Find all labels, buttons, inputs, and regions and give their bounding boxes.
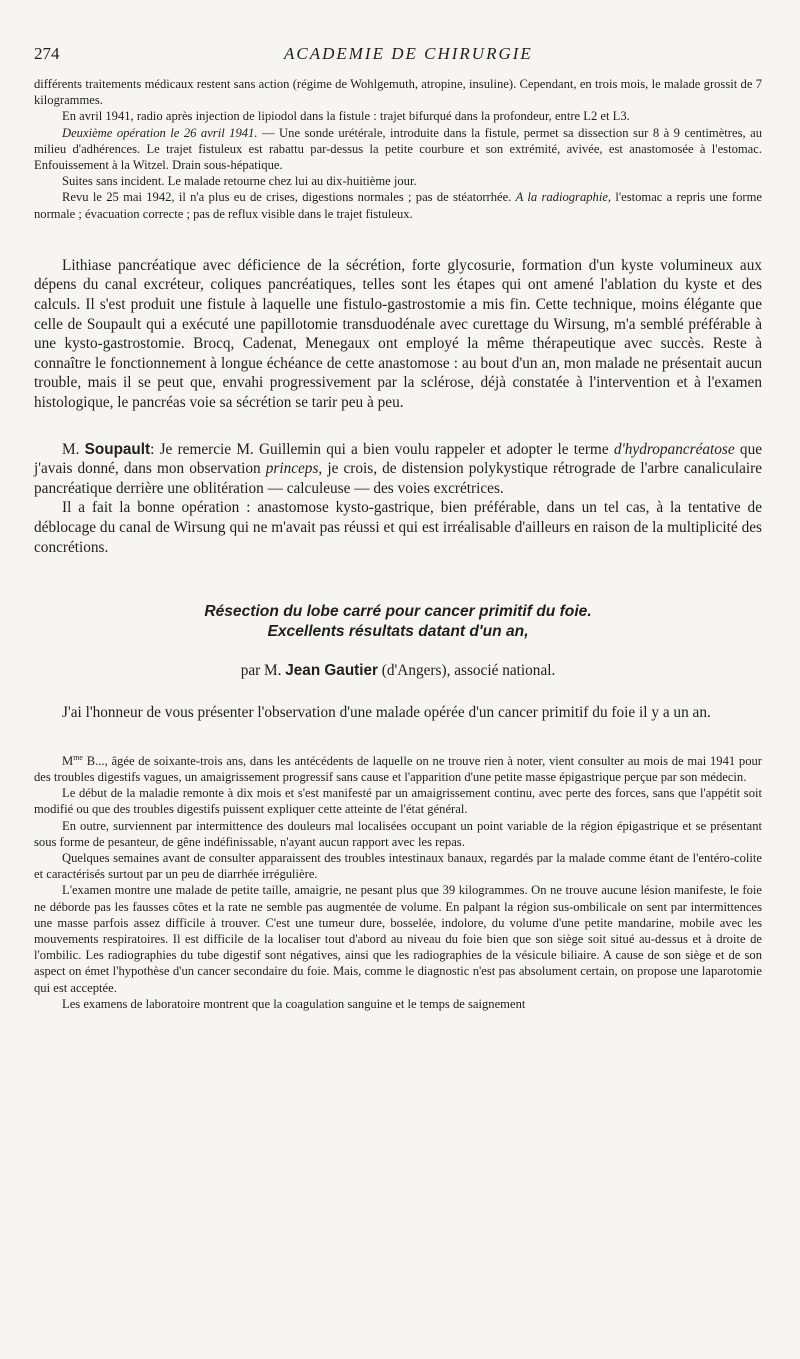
italic-term: princeps,	[265, 460, 323, 478]
title-abbrev: M	[62, 753, 74, 768]
paragraph: Le début de la maladie remonte à dix mois et s'est manifesté par un amaigrissement continu, avec perte des forces, sans que l'appétit soit modifié ou que des troubles digestifs puissent expliquer cette atteinte de l'état général.	[34, 786, 762, 817]
paragraph-text: : Je remercie M. Guillemin qui a bien voulu rappeler et adopter le terme	[150, 440, 614, 458]
case-report	[34, 753, 762, 1012]
paragraph: En avril 1941, radio après injection de lipiodol dans la fistule : trajet bifurqué dans la profondeur, entre L2 et L3.	[62, 109, 630, 124]
article-title-line: Excellents résultats datant d'un an,	[267, 623, 529, 641]
lithiase-discussion	[34, 256, 762, 413]
paragraph-text: Revu le 25 mai 1942, il n'a plus eu de crises, digestions normales ; pas de stéatorrhée.	[62, 190, 516, 205]
speaker-prefix: M.	[62, 440, 85, 458]
title-abbrev-sup: me	[73, 752, 83, 762]
paragraph-text: que j'avais donné, dans mon observation	[34, 440, 763, 478]
article-title-line: Résection du lobe carré pour cancer primitif du foie.	[204, 603, 592, 621]
paragraph-text: — Une sonde urétérale, introduite dans la fistule, permet sa dissection sur 8 à 9 centimètres, au milieu d'adhérences. Le trajet fistuleux est rabattu par-dessus la petite courbure et son extrémité, avivée, est anastomosée à l'estomac. Enfouissement à la Witzel. Drain sous-hépatique.	[34, 125, 762, 173]
article-title	[34, 602, 762, 642]
running-head	[34, 0, 762, 74]
paragraph-text: l'estomac a repris une forme normale ; évacuation correcte ; pas de reflux visible dans le trajet fistuleux.	[34, 190, 762, 221]
italic-term: d'hydropancréatose	[613, 440, 735, 458]
paragraph: L'examen montre une malade de petite taille, amaigrie, ne pesant plus que 39 kilogrammes. On ne trouve aucune lésion manifeste, le foie ne déborde pas les fausses côtes et la rate ne semble pas augmentée de volume. En palpant la région sus-ombilicale on sent par intermittences une masse parfois assez difficile à trouver. C'est une tumeur dure, bosselée, indolore, du volume d'une petite mandarine, mobile avec les mouvements respiratoires. Il est difficile de la localiser tout d'abord au niveau du foie bien que son siège soit situé au-dessus et à droite de l'ombilic. Les radiographies du tube digestif sont négatives, ainsi que les radiographies de la vésicule biliaire. A cause de son siège et de son aspect on émet l'hypothèse d'un cancer secondaire du foie. Mais, comme le diagnostic n'est pas absolument certain, on propose une laparotomie qui est acceptée.	[34, 883, 762, 995]
paragraph: Quelques semaines avant de consulter apparaissent des troubles intestinaux banaux, regardés par la malade comme étant de l'entéro-colite et caractérisés surtout par un peu de diarrhée irrégulière.	[34, 850, 762, 882]
paragraph	[34, 189, 762, 221]
running-title: ACADEMIE DE CHIRURGIE	[284, 44, 533, 63]
paragraph	[34, 753, 762, 785]
paragraph: Suites sans incident. Le malade retourne chez lui au dix-huitième jour.	[62, 174, 417, 189]
article-intro	[34, 703, 762, 723]
byline-prefix: par M.	[240, 662, 286, 680]
paragraph-text: je crois, de distension polykystique rétrograde de l'arbre canaliculaire pancréatique derrière une oblitération — calculeuse — des voies excrétrices.	[34, 460, 763, 497]
paragraph: En outre, surviennent par intermittence des douleurs mal localisées occupant un point variable de la région épigastrique et se présentant sous forme de pesanteur, de gêne indéfinissable, n'ayant aucun rapport avec les repas.	[34, 818, 762, 849]
top-report	[34, 76, 762, 222]
paragraph: différents traitements médicaux restent sans action (régime de Wohlgemuth, atropine, insuline). Cependant, en trois mois, le malade grossit de 7 kilogrammes.	[34, 77, 762, 108]
italic-phrase: Deuxième opération le 26 avril 1941.	[62, 125, 258, 140]
byline-suffix: (d'Angers), associé national.	[377, 662, 556, 680]
byline	[34, 662, 762, 680]
paragraph-text: B..., âgée de soixante-trois ans, dans les antécédents de laquelle on ne trouve rien à noter, vient consulter au mois de mai 1941 pour des troubles digestifs vagues, un amaigrissement progressif sans cause et l'apparition d'une petite masse épigastrique perçue par son médecin.	[34, 753, 762, 784]
soupault-remarks	[34, 440, 762, 558]
paragraph: Lithiase pancréatique avec déficience de la sécrétion, forte glycosurie, formation d'un kyste volumineux aux dépens du canal excréteur, coliques pancréatiques, telles sont les étapes qui ont amené l'ablation du kyste et des calculs. Il s'est produit une fistule à laquelle une fistulo-gastrostomie a mis fin. Cette technique, moins élégante que celle de Soupault qui a exécuté une papillotomie transduodénale avec curettage du Wirsung, m'a semblé préférable à une kysto-gastrostomie. Brocq, Cadenat, Menegaux ont employé la même thérapeutique avec succès. Reste à connaître le fonctionnement à longue échéance de cette anastomose : au bout d'un an, mon malade ne présentait aucun trouble, mais il se peut que, envahi progressivement par la sclérose, déjà constatée à l'intervention et à l'examen histologique, le pancréas voie sa sécrétion se tarir peu à peu.	[34, 256, 762, 411]
paragraph	[34, 440, 762, 499]
paragraph: J'ai l'honneur de vous présenter l'observation d'une malade opérée d'un cancer primitif du foie il y a un an.	[62, 704, 711, 722]
italic-phrase: A la radiographie,	[515, 190, 612, 205]
page-number: 274	[34, 44, 60, 63]
paragraph: Il a fait la bonne opération : anastomose kysto-gastrique, bien préférable, dans un tel cas, à la tentative de déblocage du canal de Wirsung qui ne m'avait pas réussi et qui est irréalisable d'ailleurs en raison de la multiplicité des concrétions.	[34, 499, 762, 556]
paragraph: Les examens de laboratoire montrent que la coagulation sanguine et le temps de saignement	[62, 996, 526, 1011]
speaker-name: Soupault	[84, 440, 151, 458]
author-name: Jean Gautier	[285, 662, 378, 680]
paragraph	[34, 125, 762, 174]
